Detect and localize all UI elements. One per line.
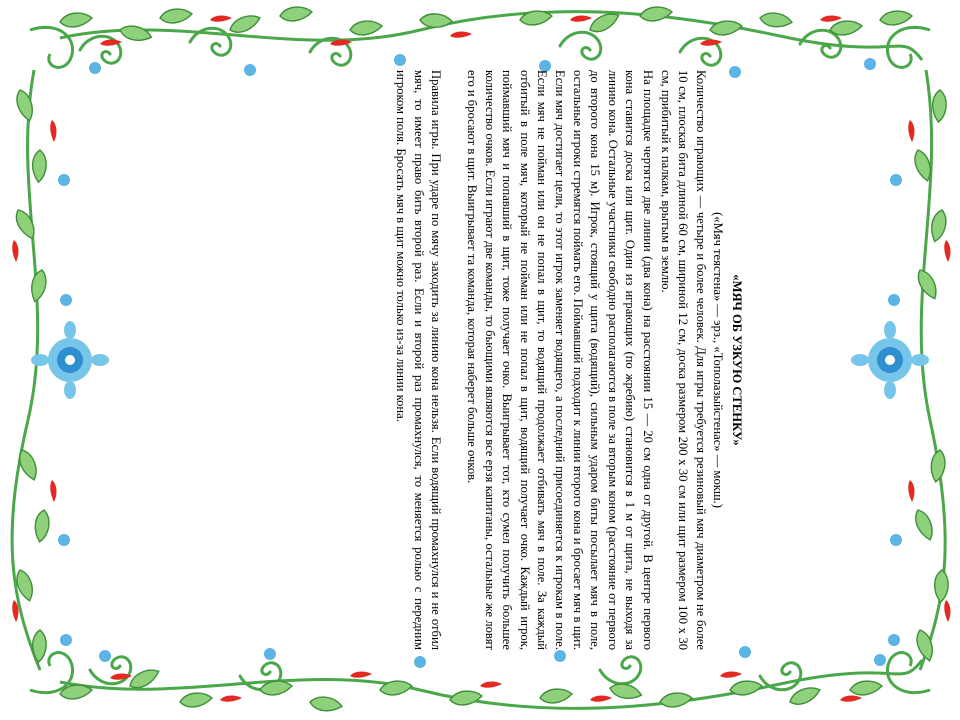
game-rules-text <box>215 70 745 650</box>
paragraph-gameplay: На площадке чертятся две линии (два кона) на расстоянии 15 — 20 см одна от другой. В центре первого кона ставится доска или щит. Один из играющих (по жребию) становится в 1 м от щита, не выходя за линию кона. Остальные участники свободно располагаются в поле за вторым коном (расстояние от первого до второго кона 15 м). Игрок, стоящий у щита (водящий), сильным ударом биты посылает мяч в поле, остальные игроки стремятся поймать его. Поймавший подходит к линии второго кона и бросает мяч в щит. Если мяч достигает цели, то этот игрок заменяет водящего, а последний присоединяется к игрокам в поле. Если мяч не пойман или он не попал в щит, то водящий продолжает отбивать мяч в поле. За каждый отбитый в поле мяч, который не пойман или не попал в щит, водящий получает очко. Каждый игрок, поймавший мяч и попавший в щит, тоже получает очко. Выигрывает тот, кто сумел получить большее количество очков. Если играют две команды, то бьющими являются все ерзя капитаны, остальные же ловят его и бросают в щит. Выигрывает та команда, которая наберет больше очков. <box>465 70 656 650</box>
paragraph-rules: Правила игры. При ударе по мячу заходить за линию кона нельзя. Если водящий промахнулся и не отбил мяч, то имеет право бить второй раз. Если и второй раз промахнулся, то меняется ролью с передним игроком поля. Бросать мяч в щит можно только из-за линии кона. <box>394 70 444 650</box>
document-subtitle: («Мяч теястена» — эрз., «Тополазыйстенас» — мокш.) <box>711 212 726 508</box>
document-title: «МЯЧ ОБ УЗКУЮ СТЕНКУ» <box>730 274 744 446</box>
paragraph-equipment: Количество играющих — четыре и более человек. Для игры требуется резиновый мяч диаметром не более 10 см, плоская бита длиной 60 см, шириной 12 см, доска размером 200 х 30 см или щит размером 100 х 30 см, прибитый к палкам, врытым в землю. <box>658 70 708 650</box>
